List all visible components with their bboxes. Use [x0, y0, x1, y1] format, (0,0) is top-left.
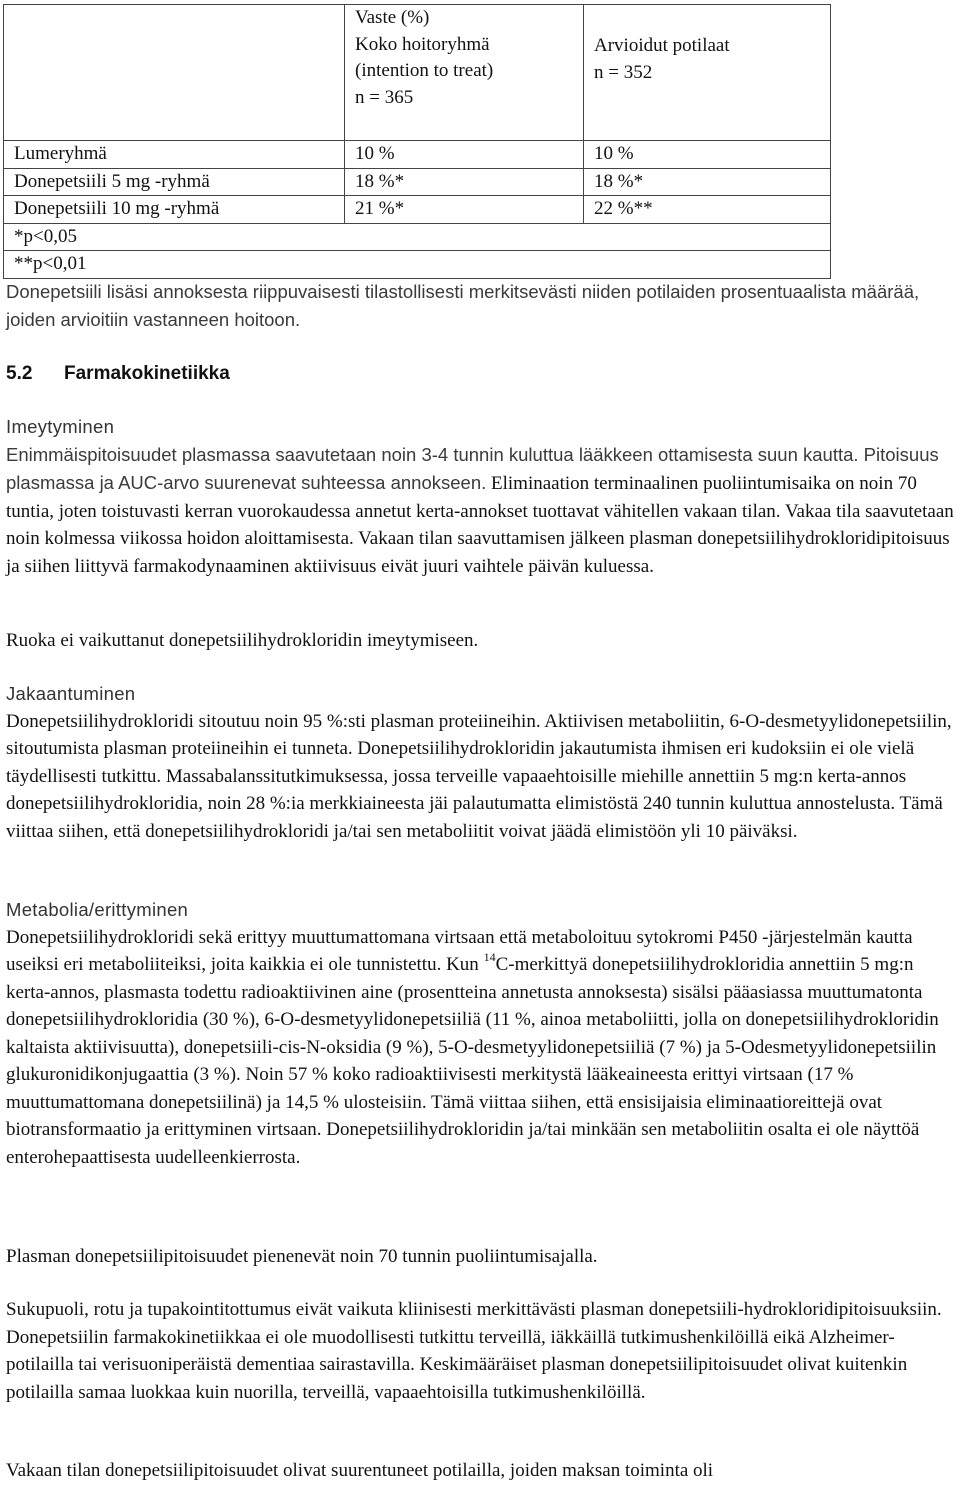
subheading-metabolism: Metabolia/erittyminen — [6, 899, 189, 920]
group-cell: Donepetsiili 10 mg -ryhmä — [4, 196, 345, 224]
metabolism-text: C-merkittyä donepetsiilihydrokloridia annettiin 5 mg:n kerta-annos, plasmasta todettu radioaktiivinen aine (prosentteina annetusta annoksesta) sisälsi pääasiassa muuttumatonta donepetsiilihydrokloridia (30 %), 6-O-desmetyylidonepetsiiliä (11 %, ainoa metaboliitti, jolla on donepetsiilihydrokloridin kaltaista aktiivisuutta), donepetsiili-cis-N-oksidia (9 %), 5-O-desmetyylidonepetsiiliä (7 %) ja 5-Odesmetyylidonepetsiilin glukuronidikonjugaattia (3 %). Noin 57 % koko radioaktiivisesti merkitystä lääkeaineesta erittyi virtsaan (17 % muuttumattomana donepetsiilinä) ja 14,5 % ulosteisiin. Tämä viittaa siihen, että ensisijaisia eliminaatioreittejä ovat biotransformaatio ja erittyminen virtsaan. Donepetsiilihydrokloridin ja/tai minkään sen metaboliitin osalta ei ole näyttöä enterohepaattisesta uudelleenkierrosta. — [6, 954, 939, 1168]
section-number: 5.2 — [6, 363, 33, 384]
header-line: Vaste (%) — [355, 7, 430, 28]
significance-note: **p<0,01 — [4, 251, 831, 279]
subheading-distribution: Jakaantuminen — [6, 683, 136, 704]
metabolism-paragraph — [6, 924, 956, 1172]
significance-note: *p<0,05 — [4, 223, 831, 251]
header-line: n = 352 — [594, 61, 653, 83]
hepatic-paragraph: Vakaan tilan donepetsiilipitoisuudet olivat suurentuneet potilailla, joiden maksan toiminta oli — [6, 1460, 714, 1481]
header-itt-cell — [345, 5, 584, 141]
subheading-absorption: Imeytyminen — [6, 416, 115, 437]
itt-cell: 10 % — [345, 141, 584, 169]
table-note-row — [4, 223, 831, 251]
itt-cell: 21 %* — [345, 196, 584, 224]
absorption-text: Eliminaation terminaalinen puoliintumisaika on noin 70 tuntia, joten toistuvasti kerran vuorokaudessa annetut kerta-annokset tuottavat vähitellen vakaan tilan. Vakaa tila saavutetaan noin kolmessa viikossa hoidon aloittamisesta. Vakaan tilan saavuttamisen jälkeen plasman donepetsiilihydrokloridipitoisuus ja siihen liittyvä farmakodynaaminen aktiivisuus eivät juuri vaihtele päivän kuluessa. — [6, 473, 954, 577]
table-row — [4, 196, 831, 224]
eval-cell: 22 %** — [584, 196, 831, 224]
table-header-row — [4, 5, 831, 141]
metabolism-text: Donepetsiilihydrokloridi sekä erittyy muuttumattomana virtsaan että metaboloituu sytokromi P450 -järjestelmän kautta useiksi eri metaboliiteiksi, joita kaikkia ei ole tunnistettu. Kun — [6, 926, 913, 975]
table-row — [4, 168, 831, 196]
header-line: Arvioidut potilaat — [594, 35, 730, 56]
header-line: (intention to treat) — [355, 60, 494, 81]
eval-cell: 10 % — [584, 141, 831, 169]
eval-cell: 18 %* — [584, 168, 831, 196]
section-heading — [6, 360, 956, 388]
demographics-paragraph: Sukupuoli, rotu ja tupakointitottumus eivät vaikuta kliinisesti merkittävästi plasman donepetsiili-hydrokloridipitoisuuksiin. Donepetsiilin farmakokinetiikkaa ei ole muodollisesti tutkittu terveillä, iäkkäillä tutkimushenkilöillä eikä Alzheimer-potilailla tai verisuoniperäistä dementiaa sairastavilla. Keskimääräiset plasman donepetsiilipitoisuudet olivat kuitenkin potilailla samaa luokkaa kuin nuorilla, terveillä, vapaaehtoisilla tutkimushenkilöillä. — [6, 1299, 942, 1403]
table-row — [4, 141, 831, 169]
distribution-paragraph: Donepetsiilihydrokloridi sitoutuu noin 95 %:sti plasman proteiineihin. Aktiivisen metaboliitin, 6-O-desmetyylidonepetsiilin, sitoutumista plasman proteiineihin ei tunneta. Donepetsiilihydrokloridin jakautumista ihmisen eri kudoksiin ei ole vielä täydellisesti tutkittu. Massabalanssitutkimuksessa, jossa terveille vapaaehtoisille miehille annettiin 5 mg:n kerta-annos donepetsiilihydrokloridia, noin 28 %:ia merkkiaineesta jäi palautumatta elimistöstä 240 tunnin kuluttua annostelusta. Tämä viittaa siihen, että donepetsiilihydrokloridi ja/tai sen metaboliitit voivat jäädä elimistöön yli 10 päiväksi. — [6, 710, 952, 842]
food-paragraph: Ruoka ei vaikuttanut donepetsiilihydrokloridin imeytymiseen. — [6, 630, 479, 651]
absorption-section — [6, 413, 956, 580]
response-table — [3, 4, 831, 279]
group-cell: Donepetsiili 5 mg -ryhmä — [4, 168, 345, 196]
header-evaluated-cell — [584, 5, 831, 141]
halflife-paragraph: Plasman donepetsiilipitoisuudet pienenevät noin 70 tunnin puoliintumisajalla. — [6, 1246, 598, 1267]
table-note-row — [4, 251, 831, 279]
header-empty-cell — [4, 5, 345, 141]
section-title: Farmakokinetiikka — [64, 363, 230, 384]
absorption-paragraph — [6, 441, 956, 581]
header-line: n = 365 — [355, 86, 414, 108]
summary-paragraph: Donepetsiili lisäsi annoksesta riippuvaisesti tilastollisesti merkitsevästi niiden potilaiden prosentuaalista määrää, joiden arvioitiin vastanneen hoitoon. — [6, 281, 920, 330]
itt-cell: 18 %* — [345, 168, 584, 196]
absorption-text-sans: Enimmäispitoisuudet plasmassa saavutetaan noin 3-4 tunnin kuluttua lääkkeen ottamisesta suun kautta. Pitoisuus plasmassa ja AUC-arvo suurenevat suhteessa annokseen. — [6, 443, 939, 493]
metabolism-section — [6, 896, 956, 1171]
isotope-superscript: 14 — [483, 949, 496, 964]
header-line: Koko hoitoryhmä — [355, 33, 490, 55]
distribution-section — [6, 680, 956, 845]
group-cell: Lumeryhmä — [4, 141, 345, 169]
